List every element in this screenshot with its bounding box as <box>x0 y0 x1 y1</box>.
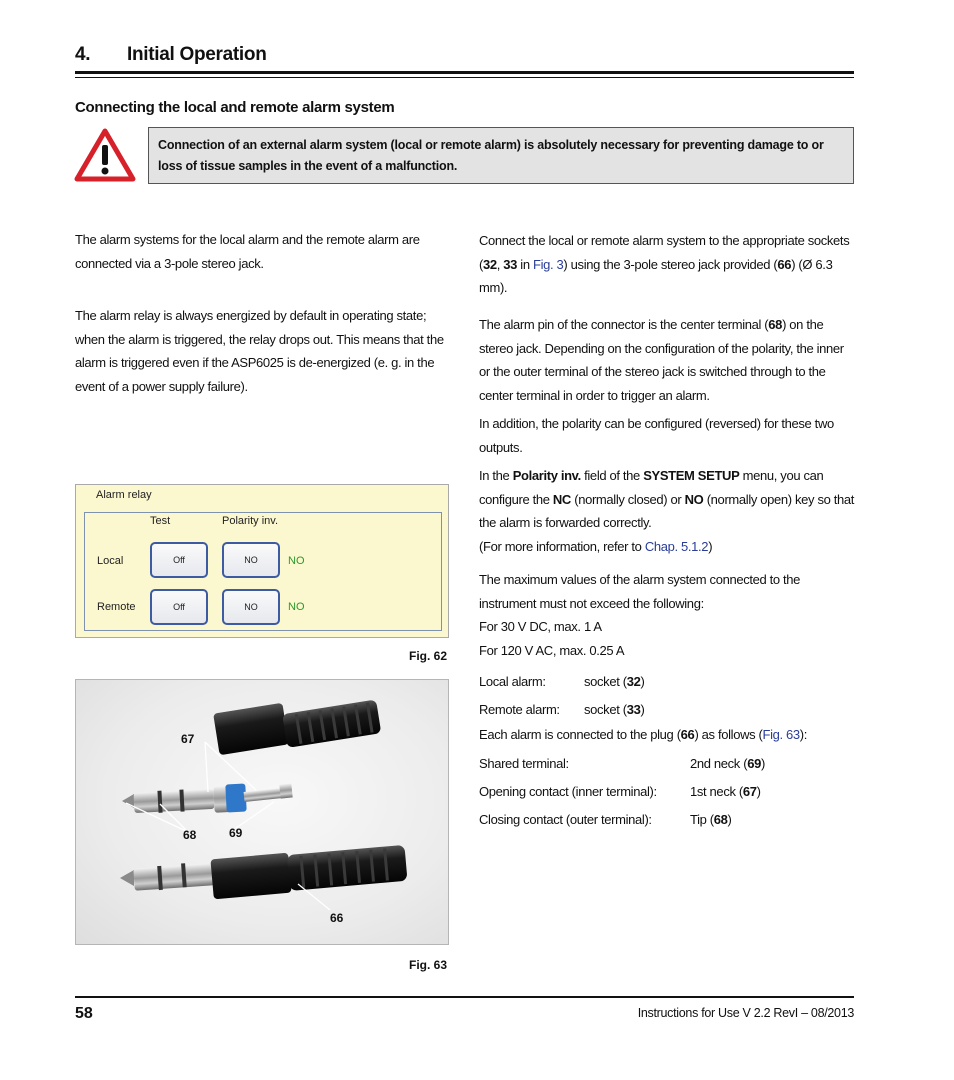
remote-test-button[interactable]: Off <box>150 589 208 625</box>
subsection-title: Connecting the local and remote alarm system <box>75 99 395 116</box>
opening-contact-label: Opening contact (inner terminal): <box>479 784 657 799</box>
callout-69: 69 <box>229 826 243 840</box>
remote-polarity-status: NO <box>288 601 305 613</box>
warning-triangle-icon <box>74 128 136 182</box>
right-paragraph-3: In addition, the polarity can be configured (reversed) for these two outputs. <box>479 416 834 455</box>
text-run: ) on the stereo jack. Depending on the configuration of the polarity, the inner or the outer terminal of the stereo jack is switched through to the center terminal in order to trigger an alarm. <box>479 317 844 403</box>
ref-32: 32 <box>626 674 641 689</box>
page-number: 58 <box>75 1005 93 1022</box>
polarity-field-name: Polarity inv. <box>512 468 581 483</box>
callout-66: 66 <box>330 911 344 925</box>
stereo-jack-photo <box>75 679 449 945</box>
alarm-relay-title: Alarm relay <box>96 489 152 501</box>
left-paragraph-1: The alarm systems for the local alarm and the remote alarm are connected via a 3-pole stereo jack. <box>75 232 420 271</box>
nc-key-name: NC <box>552 491 571 507</box>
section-number: 4. <box>75 44 91 65</box>
ref-66: 66 <box>680 727 695 742</box>
ref-66: 66 <box>777 256 792 272</box>
right-paragraph-5 <box>479 568 855 662</box>
chap-5-1-2-link[interactable]: Chap. 5.1.2 <box>644 538 709 554</box>
text-run: ) <box>756 784 761 799</box>
text-run: ) (Ø 6.3 mm). <box>479 256 833 295</box>
section-heading <box>75 44 267 66</box>
text-run: Each alarm is connected to the plug ( <box>479 727 681 742</box>
closing-contact-row <box>479 808 855 832</box>
text-run: (normally closed) or <box>570 491 685 507</box>
text-run: socket ( <box>584 702 627 717</box>
fig62-caption: Fig. 62 <box>409 649 448 663</box>
remote-row-label: Remote <box>97 601 136 613</box>
stereo-jack-illustration <box>76 680 449 945</box>
closing-contact-label: Closing contact (outer terminal): <box>479 812 652 827</box>
warning-text: Connection of an external alarm system (local or remote alarm) is absolutely necessary for preventing damage to or loss of tissue samples in the event of a malfunction. <box>158 138 824 173</box>
text-run: socket ( <box>584 674 627 689</box>
right-paragraph-4 <box>479 464 855 558</box>
ref-33: 33 <box>503 256 518 272</box>
text-run: ) <box>640 674 645 689</box>
fig3-link[interactable]: Fig. 3 <box>533 256 564 272</box>
ref-67: 67 <box>742 784 757 799</box>
local-row-label: Local <box>97 555 124 567</box>
limit-dc: For 30 V DC, max. 1 A <box>479 619 602 634</box>
section-title: Initial Operation <box>127 44 267 65</box>
text-run: ): <box>799 727 808 742</box>
text-run: The alarm pin of the connector is the center terminal ( <box>479 317 769 332</box>
document-info: Instructions for Use V 2.2 RevI – 08/2013 <box>637 1006 854 1020</box>
ref-33: 33 <box>626 702 641 717</box>
text-run: ) <box>640 702 645 717</box>
jack-housing-top <box>213 699 381 755</box>
callout-67: 67 <box>181 732 195 746</box>
footer-rule <box>75 996 854 998</box>
shared-terminal-label: Shared terminal: <box>479 756 569 771</box>
text-run: menu, you can configure the <box>479 468 824 507</box>
text-run: ) using the 3-pole stereo jack provided ( <box>563 256 778 272</box>
text-run: (For more information, refer to <box>479 538 645 554</box>
remote-alarm-row <box>479 698 855 722</box>
remote-polarity-button[interactable]: NO <box>222 589 280 625</box>
system-setup-menu-name: SYSTEM SETUP <box>643 468 740 483</box>
fig63-caption: Fig. 63 <box>409 958 448 972</box>
callout-68: 68 <box>183 828 197 842</box>
text-run: ) as follows ( <box>694 727 763 742</box>
text-run: in <box>517 256 533 272</box>
remote-alarm-label: Remote alarm: <box>479 702 560 717</box>
text-run: , <box>496 256 504 272</box>
ref-32: 32 <box>482 256 497 272</box>
text-run: ) <box>708 538 713 554</box>
test-column-label: Test <box>150 515 171 527</box>
ref-68: 68 <box>713 812 728 827</box>
text-run: The maximum values of the alarm system connected to the instrument must not exceed the following: <box>479 572 801 611</box>
right-paragraph-2 <box>479 313 855 407</box>
local-alarm-row <box>479 670 855 694</box>
each-alarm-line <box>479 723 855 747</box>
text-run: In the <box>479 468 513 483</box>
text-run: 2nd neck ( <box>690 756 748 771</box>
local-polarity-status: NO <box>288 555 305 567</box>
text-run: Connect the local or remote alarm system to the appropriate sockets ( <box>479 233 850 272</box>
text-run: 1st neck ( <box>690 784 743 799</box>
no-key-name: NO <box>684 491 704 507</box>
alarm-relay-panel <box>75 484 449 638</box>
text-run: (normally open) key so that the alarm is forwarded correctly. <box>479 491 855 530</box>
ref-69: 69 <box>747 756 761 771</box>
shared-terminal-row <box>479 752 855 776</box>
limit-ac: For 120 V AC, max. 0.25 A <box>479 642 625 658</box>
opening-contact-row <box>479 780 855 804</box>
jack-plug-assembled <box>120 845 408 899</box>
local-polarity-button[interactable]: NO <box>222 542 280 578</box>
text-run: ) <box>760 756 765 771</box>
ref-68: 68 <box>768 317 783 332</box>
fig63-link[interactable]: Fig. 63 <box>762 727 800 742</box>
local-alarm-label: Local alarm: <box>479 674 546 689</box>
text-run: ) <box>727 812 732 827</box>
text-run: field of the <box>580 468 644 483</box>
header-rule <box>75 71 854 74</box>
text-run: Tip ( <box>690 812 714 827</box>
header-rule-thin <box>75 77 854 78</box>
left-paragraph-2: The alarm relay is always energized by default in operating state; when the alarm is triggered, the relay drops out. This means that the alarm is triggered even if the ASP6025 is de-energized (e. g. in the event of a power supply failure). <box>75 308 444 394</box>
right-paragraph-1 <box>479 229 855 300</box>
local-test-button[interactable]: Off <box>150 542 208 578</box>
polarity-column-label: Polarity inv. <box>222 515 279 527</box>
